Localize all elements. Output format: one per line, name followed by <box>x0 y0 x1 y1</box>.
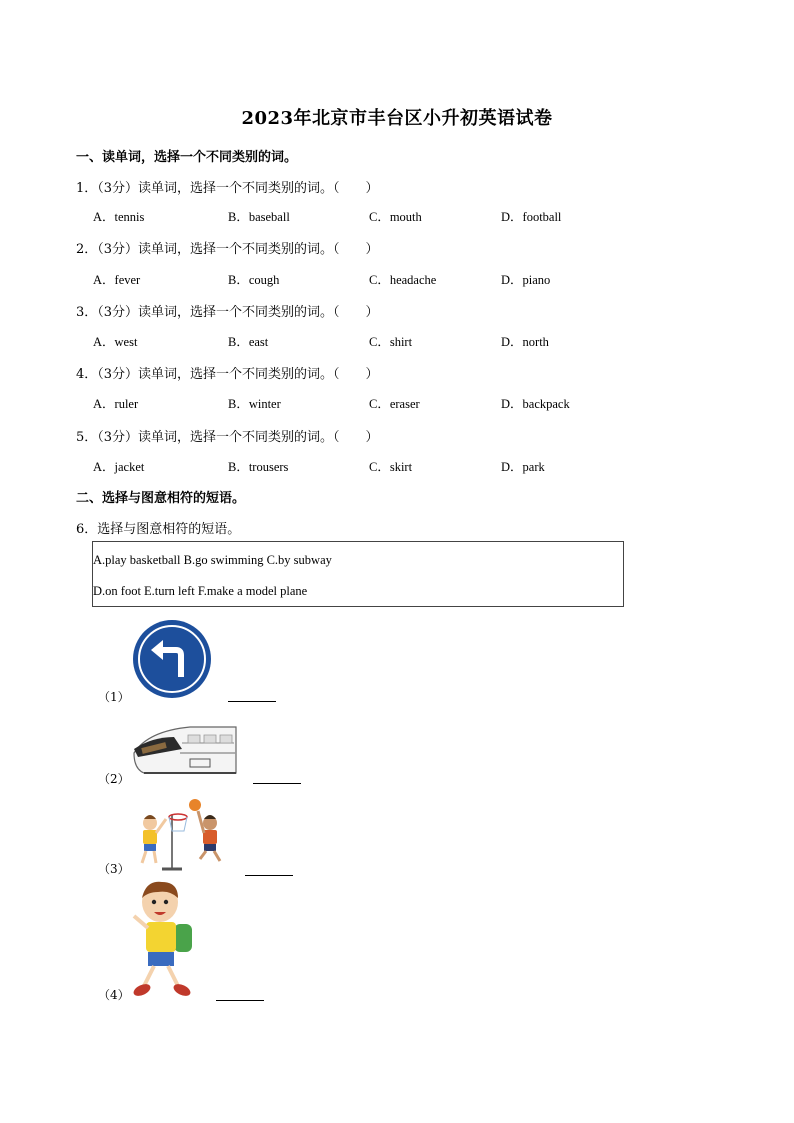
question-4-stem: 4．（3分）读单词，选择一个不同类别的词。（ ） <box>76 367 379 382</box>
option-b[interactable]: B．east <box>228 335 269 349</box>
question-1-options <box>93 207 653 225</box>
option-a[interactable]: A．tennis <box>93 210 145 224</box>
item-4-answer-blank[interactable] <box>216 1000 264 1001</box>
option-b[interactable]: B．baseball <box>228 210 290 224</box>
section-2-heading: 二、选择与图意相符的短语。 <box>76 491 246 506</box>
option-a[interactable]: A．jacket <box>93 460 145 474</box>
turn-left-sign-icon <box>131 619 213 699</box>
option-b[interactable]: B．cough <box>228 273 280 287</box>
option-d[interactable]: D．north <box>501 335 549 349</box>
subway-train-icon <box>130 723 240 781</box>
option-b[interactable]: B．winter <box>228 397 281 411</box>
option-a[interactable]: A．west <box>93 335 138 349</box>
option-d[interactable]: D．park <box>501 460 545 474</box>
phrase-line-1: A.play basketball B.go swimming C.by subway <box>93 553 332 567</box>
item-2-number: （2） <box>98 772 130 786</box>
item-1-number: （1） <box>98 690 130 704</box>
option-d[interactable]: D．backpack <box>501 397 570 411</box>
option-c[interactable]: C．eraser <box>369 397 420 411</box>
item-4-number: （4） <box>98 988 130 1002</box>
option-c[interactable]: C．shirt <box>369 335 413 349</box>
option-c[interactable]: C．mouth <box>369 210 422 224</box>
question-3-options <box>93 332 653 350</box>
option-a[interactable]: A．fever <box>93 273 141 287</box>
option-c[interactable]: C．skirt <box>369 460 413 474</box>
question-1-stem: 1．（3分）读单词，选择一个不同类别的词。（ ） <box>76 181 379 196</box>
option-c[interactable]: C．headache <box>369 273 437 287</box>
boy-walking-icon <box>128 880 200 998</box>
question-5-options <box>93 457 653 475</box>
item-2-answer-blank[interactable] <box>253 783 301 784</box>
question-3-stem: 3．（3分）读单词，选择一个不同类别的词。（ ） <box>76 305 379 320</box>
option-d[interactable]: D．piano <box>501 273 551 287</box>
kids-basketball-icon <box>128 797 230 871</box>
question-2-stem: 2．（3分）读单词，选择一个不同类别的词。（ ） <box>76 242 379 257</box>
question-2-options <box>93 270 653 288</box>
phrase-line-2: D.on foot E.turn left F.make a model plane <box>93 584 308 598</box>
question-5-stem: 5．（3分）读单词，选择一个不同类别的词。（ ） <box>76 430 379 445</box>
section-1-heading: 一、读单词，选择一个不同类别的词。 <box>76 150 298 165</box>
option-d[interactable]: D．football <box>501 210 562 224</box>
item-3-answer-blank[interactable] <box>245 875 293 876</box>
item-1-answer-blank[interactable] <box>228 701 276 702</box>
question-6-stem: 6．选择与图意相符的短语。 <box>76 522 241 537</box>
page-title: 2023年北京市丰台区小升初英语试卷 <box>241 108 553 129</box>
option-a[interactable]: A．ruler <box>93 397 139 411</box>
item-3-number: （3） <box>98 862 130 876</box>
question-4-options <box>93 394 653 412</box>
option-b[interactable]: B．trousers <box>228 460 289 474</box>
